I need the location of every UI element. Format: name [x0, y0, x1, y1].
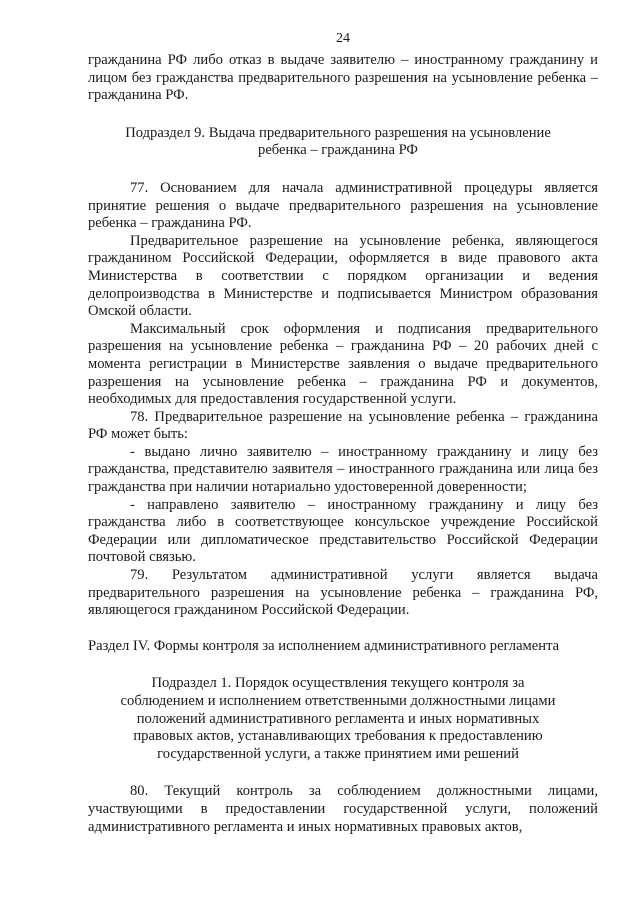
intro-paragraph: гражданина РФ либо отказ в выдаче заявителю – иностранному гражданину и лицом без гражданства предварительного разрешения на усыновление ребенка – гражданина РФ.: [88, 52, 598, 104]
paragraph-78: 78. Предварительное разрешение на усыновление ребенка – гражданина РФ может быть:: [88, 408, 598, 443]
subsection-1-title: Подраздел 1. Порядок осуществления текущего контроля за соблюдением и исполнением ответственными должностными лицами положений административного регламента и иных нормативных правовых актов, устанавливающих требования к предоставлению государственной услуги, а также принятием ими решений: [120, 675, 556, 762]
subsection-1-heading: [118, 675, 558, 763]
section-4-title: Раздел IV. Формы контроля за исполнением административного регламента: [88, 637, 560, 654]
paragraph-78-item-issued: - выдано лично заявителю – иностранному гражданину и лицу без гражданства, представителю заявителя – иностранного гражданина или лица без гражданства при наличии нотариально удостоверенной доверенности;: [88, 443, 598, 496]
paragraph-77: 77. Основанием для начала административной процедуры является принятие решения о выдаче предварительного разрешения на усыновление ребенка – гражданина РФ.: [88, 179, 598, 232]
paragraph-80: 80. Текущий контроль за соблюдением должностными лицами, участвующими в предоставлении государственной услуги, положений административного регламента и иных нормативных правовых актов,: [88, 783, 598, 835]
paragraph-79: 79. Результатом административной услуги является выдача предварительного разрешения на усыновление ребенка – гражданина РФ, являющегося гражданином Российской Федерации.: [88, 567, 598, 619]
paragraph-77-max-term: Максимальный срок оформления и подписания предварительного разрешения на усыновление ребенка – гражданина РФ – 20 рабочих дней с момента регистрации в Министерстве заявления о выдаче предварительного разрешения на усыновление ребенка – гражданина РФ и документов, необходимых для предоставления государственной услуги.: [88, 320, 598, 408]
subsection-9-title: Подраздел 9. Выдача предварительного разрешения на усыновление ребенка – гражданина РФ: [125, 124, 551, 159]
subsection-9-heading: [118, 125, 558, 160]
paragraph-78-item-sent: - направлено заявителю – иностранному гражданину и лицу без гражданства либо в соответствующее консульское учреждение Российской Федерации или дипломатическое представительство Российской Федерации почтовой связью.: [88, 496, 598, 566]
paragraph-77-preliminary-permit: Предварительное разрешение на усыновление ребенка, являющегося гражданином Российской Федерации, оформляется в виде правового акта Министерства в соответствии с порядком организации и ведения делопроизводства в Министерстве и подписывается Министром образования Омской области.: [88, 232, 598, 320]
page-number: 24: [336, 31, 350, 46]
